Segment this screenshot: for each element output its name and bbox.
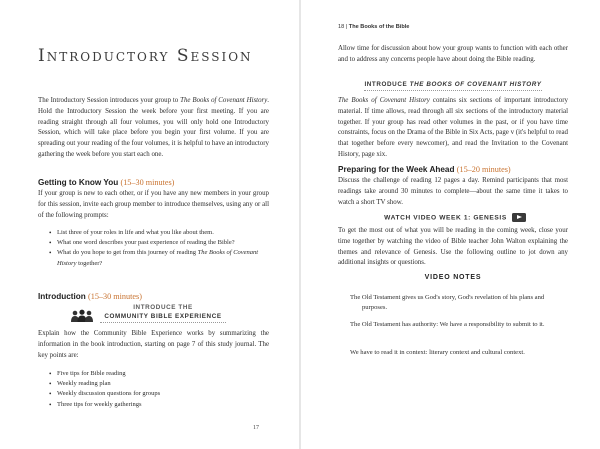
watch-video-label: WATCH VIDEO WEEK 1: GENESIS: [384, 214, 507, 222]
heading-time: (15–30 minutes): [120, 178, 175, 187]
heading-text: Introduction: [38, 292, 86, 301]
right-page: [300, 0, 600, 449]
list-item: • What one word describes your past experience of reading the Bible?: [48, 238, 270, 248]
watch-video-banner: [380, 213, 530, 222]
books-title: The Books of Covenant History: [338, 97, 430, 104]
list-item: • Weekly reading plan: [48, 379, 270, 389]
list-item: [48, 248, 270, 268]
list-item: • Five tips for Bible reading: [48, 369, 270, 379]
list-item: • List three of your roles in life and what you like about them.: [48, 228, 270, 238]
heading-time: (15–20 minutes): [456, 165, 511, 174]
play-icon: [512, 213, 526, 222]
intro-text-part2: . Hold the Introductory Session the week before your first meeting. If you are reading straight through all four volumes, you will only hold one Introductory Session, which will take place before you begin your first volume. If you are spreading out your reading of the four volumes, it is helpful to have an introductory gathering the week before you start each one.: [38, 97, 270, 158]
introduction-paragraph: Explain how the Community Bible Experience works by summarizing the information in the book introduction, starting on page 7 of this study journal. The key points are:: [38, 330, 269, 359]
getting-to-know-paragraph: If your group is new to each other, or if you have any new members in your group for this session, invite each group member to introduce themselves, using any or all of the following prompts:: [38, 190, 269, 219]
video-notes-heading: VIDEO NOTES: [424, 274, 482, 281]
preparing-paragraph: Discuss the challenge of reading 12 pages a day. Remind participants that most readings take around 30 minutes to complete—about the same time it takes to watch a short TV show.: [338, 177, 568, 206]
banner-introduce-books: [364, 81, 542, 91]
banner-introduce-line1: INTRODUCE THE: [133, 304, 193, 311]
introduction-key-points: [48, 369, 270, 410]
video-note: We have to read it in context: literary context and cultural context.: [350, 349, 525, 356]
books-text: contains six sections of important introductory material. If time allows, read through all six sections of the introductory material together. If your group has read other volumes in the past, or if you have time constraints, focus on the Drama of the Bible in Six Acts, page v (it's helpful to read that together before every newcomer), and read the Invitation to the Covenant History, page xix.: [338, 97, 569, 158]
running-head-title: The Books of the Bible: [348, 24, 410, 30]
getting-to-know-prompts: [48, 228, 270, 269]
heading-text: Getting to Know You: [38, 178, 119, 187]
banner-text: INTRODUCE: [364, 81, 410, 88]
chapter-title: Introductory Session: [38, 46, 253, 66]
bullet-text-end: together?: [76, 259, 103, 267]
list-item: • Three tips for weekly gatherings: [48, 400, 270, 410]
group-of-people-icon: [70, 309, 94, 323]
intro-text-part1: The Introductory Session introduces your group to: [38, 97, 181, 104]
video-note: The Old Testament gives us God's story, God's revelation of his plans and purposes.: [350, 294, 545, 312]
banner-introduce-line2: COMMUNITY BIBLE EXPERIENCE: [100, 313, 226, 323]
intro-paragraph: [38, 96, 269, 161]
heading-time: (15–30 minutes): [88, 292, 142, 301]
video-note: The Old Testament has authority: We have a responsibility to submit to it.: [350, 321, 545, 328]
books-intro-paragraph: [338, 96, 568, 161]
getting-to-know-heading: [38, 178, 269, 187]
watch-video-paragraph: To get the most out of what you will be reading in the coming week, close your time together by watching the video of Bible teacher John Walton explaining the themes and relevance of Genesis. Use the following outline to jot down any additional insights or questions.: [338, 227, 568, 267]
intro-book-title: The Books of Covenant History: [180, 97, 268, 104]
bullet-text: What do you hope to get from this journey of reading: [57, 249, 198, 257]
preparing-heading: [338, 165, 568, 174]
banner-book-title: THE BOOKS OF COVENANT HISTORY: [409, 81, 542, 88]
introduction-heading: [38, 292, 269, 301]
allow-time-paragraph: Allow time for discussion about how your group wants to function with each other and to address any concerns people have about doing the Bible reading.: [338, 45, 568, 63]
heading-text: Preparing for the Week Ahead: [338, 165, 455, 174]
running-head: 18 | The Books of the Bible: [338, 24, 410, 30]
page-number: 17: [253, 425, 259, 431]
bullet-book-title: The Books of Covenant History: [57, 249, 259, 267]
list-item: • Weekly discussion questions for groups: [48, 389, 270, 399]
running-head-number: 18: [338, 24, 345, 30]
